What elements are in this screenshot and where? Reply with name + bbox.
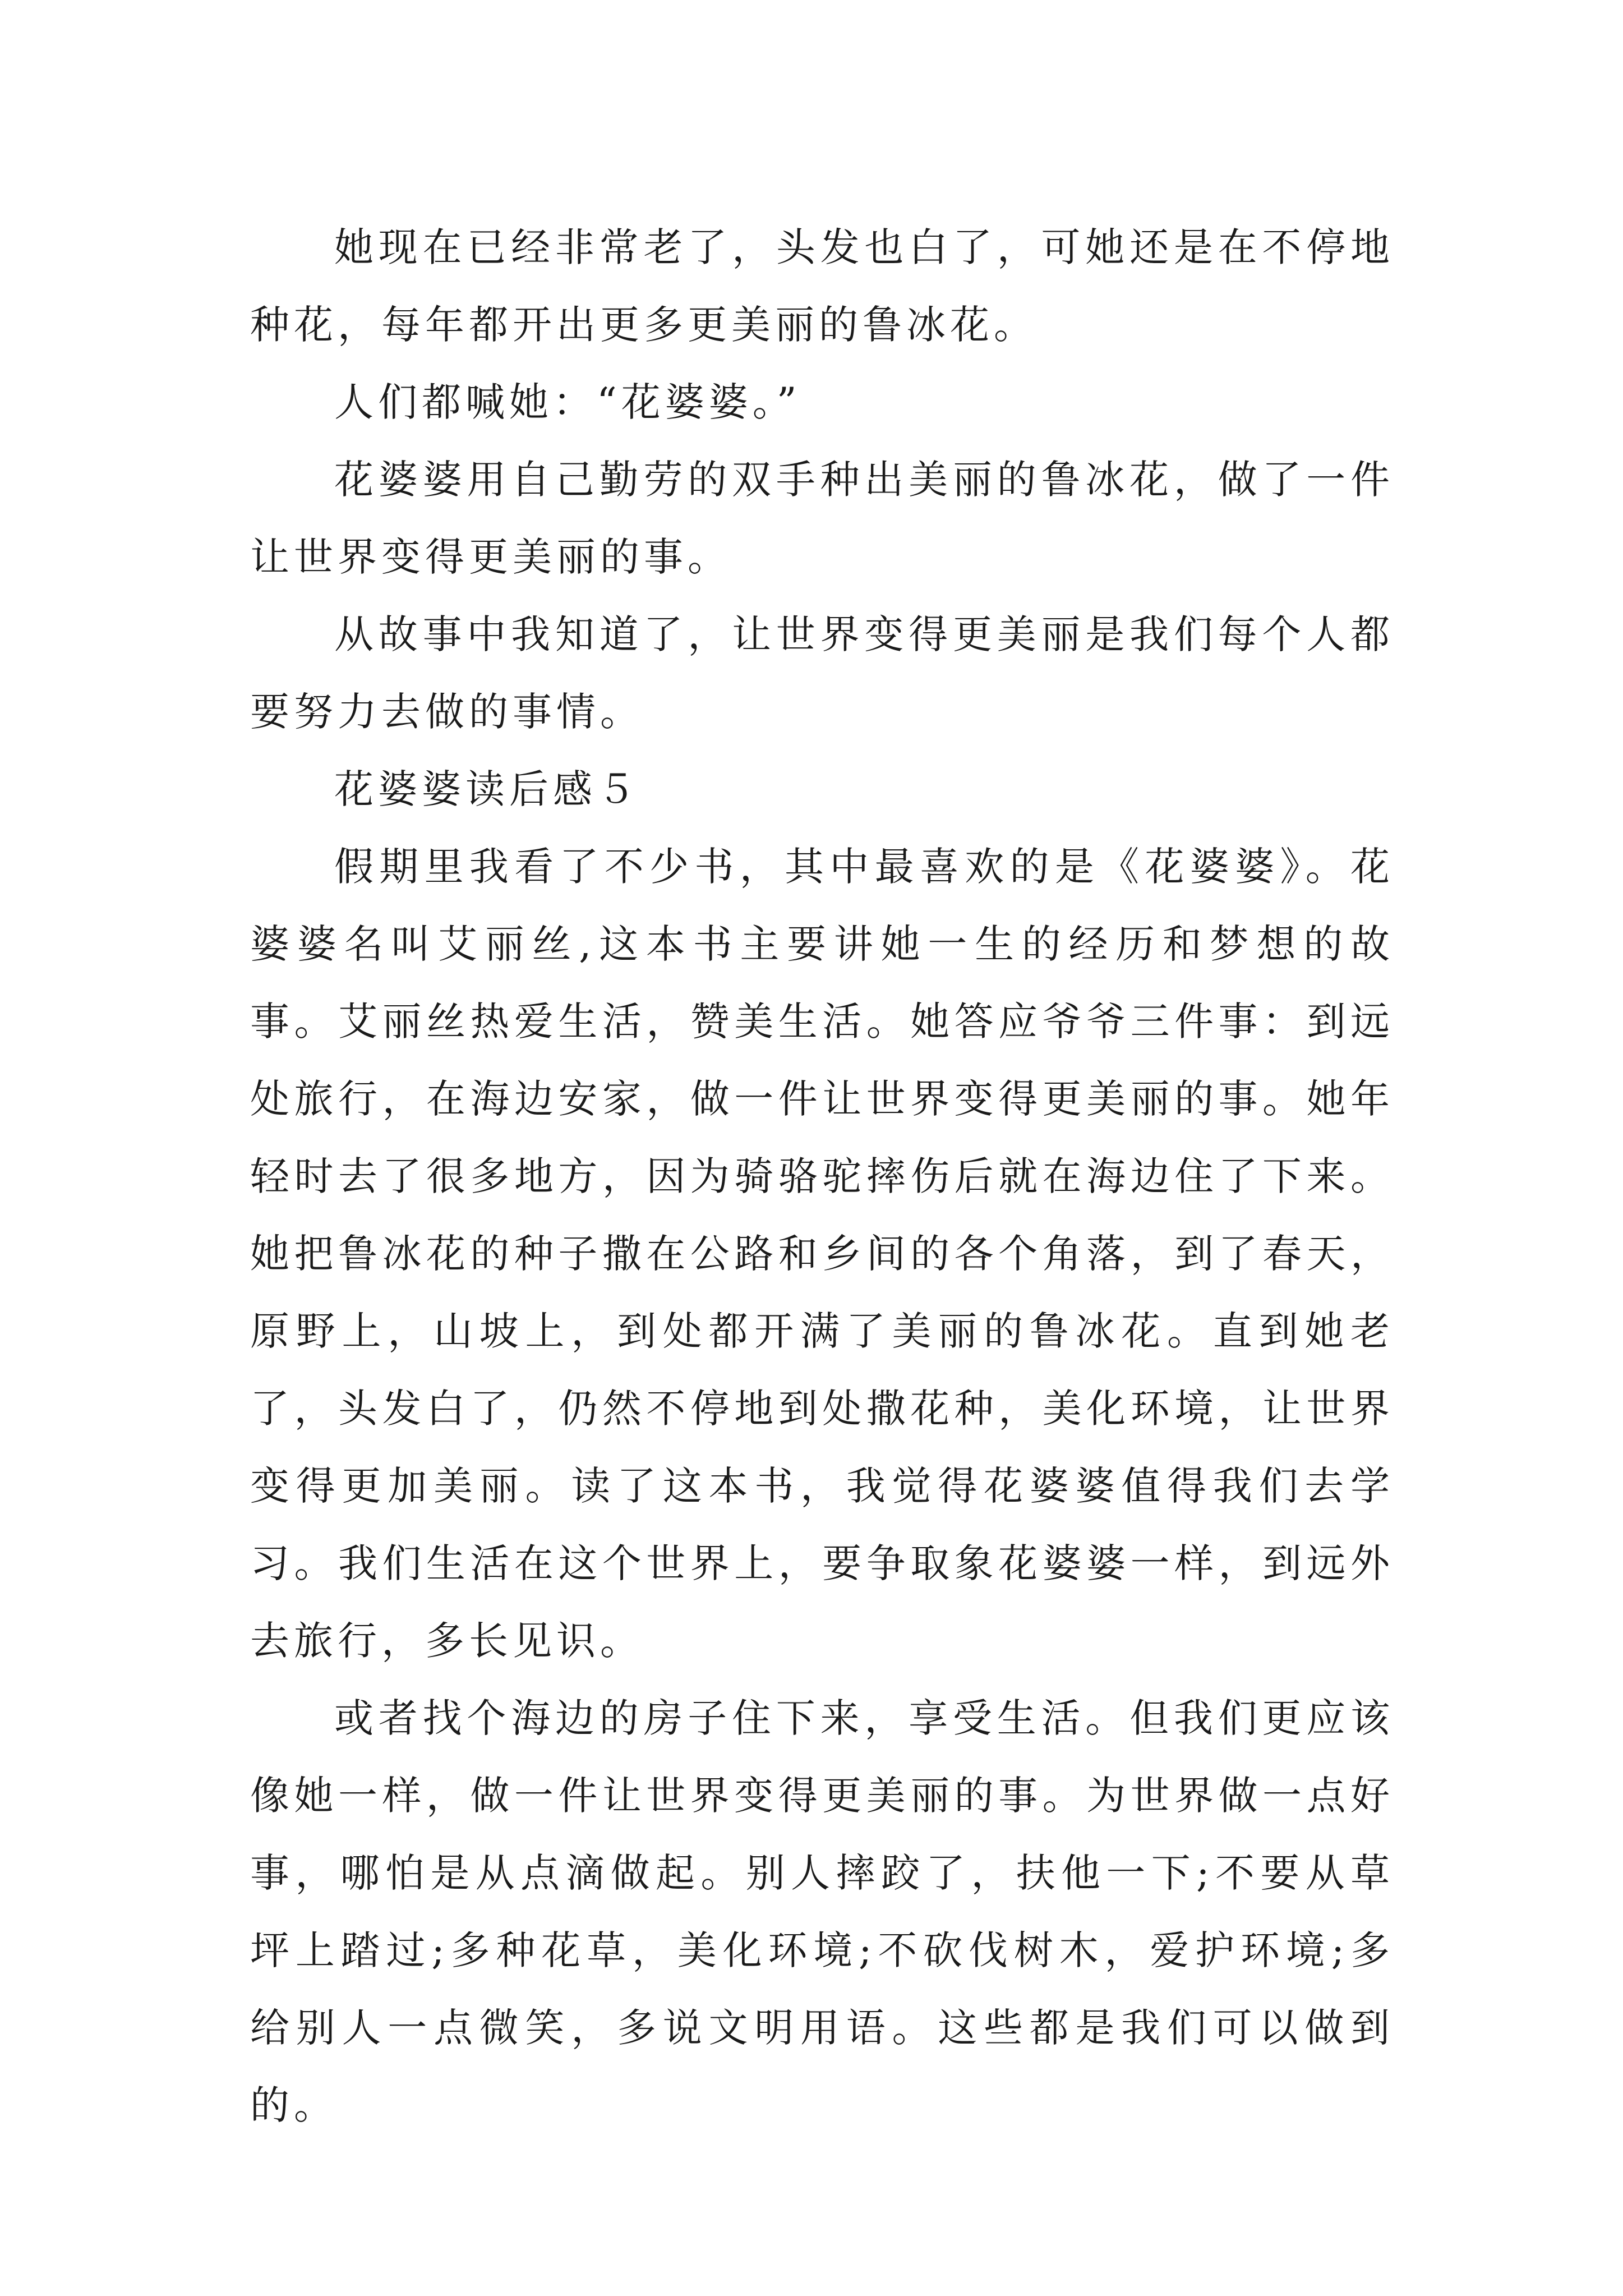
document-body [250,209,1394,2144]
paragraph: 从故事中我知道了，让世界变得更美丽是我们每个人都要努力去做的事情。 [250,611,1394,735]
paragraph: 或者找个海边的房子住下来，享受生活。但我们更应该像她一样，做一件让世界变得更美丽的事。为世界做一点好事，哪怕是从点滴做起。别人摔跤了，扶他一下;不要从草坪上踏过;多种花草，美化环境;不砍伐树木，爱护环境;多给别人一点微笑，多说文明用语。这些都是我们可以做到的。 [250,1695,1394,2128]
paragraph: 假期里我看了不少书，其中最喜欢的是《花婆婆》。花婆婆名叫艾丽丝,这本书主要讲她一生的经历和梦想的故事。艾丽丝热爱生活，赞美生活。她答应爷爷三件事：到远处旅行，在海边安家，做一件让世界变得更美丽的事。她年轻时去了很多地方，因为骑骆驼摔伤后就在海边住了下来。她把鲁冰花的种子撒在公路和乡间的各个角落，到了春天，原野上，山坡上，到处都开满了美丽的鲁冰花。直到她老了，头发白了，仍然不停地到处撒花种，美化环境，让世界变得更加美丽。读了这本书，我觉得花婆婆值得我们去学习。我们生活在这个世界上，要争取象花婆婆一样，到远外去旅行，多长见识。 [250,844,1394,1664]
paragraph: 人们都喊她：“花婆婆。” [334,379,801,425]
paragraph: 她现在已经非常老了，头发也白了，可她还是在不停地种花，每年都开出更多更美丽的鲁冰花。 [250,224,1394,348]
paragraph: 花婆婆用自己勤劳的双手种出美丽的鲁冰花，做了一件让世界变得更美丽的事。 [250,457,1394,580]
section-heading: 花婆婆读后感５ [334,766,640,812]
